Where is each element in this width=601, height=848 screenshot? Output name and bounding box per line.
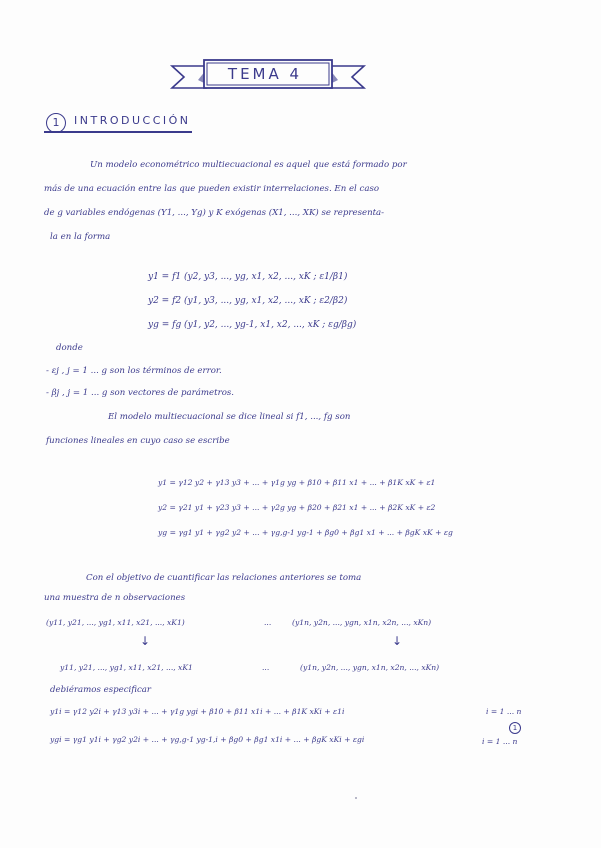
general-equation-2: y2 = f2 (y1, y3, ..., yg, x1, x2, ..., xK ; ε2/β2) bbox=[148, 296, 348, 306]
linear-line-1: El modelo multiecuacional se dice lineal si f1, ..., fg son bbox=[108, 412, 351, 422]
sample-first-observation: (y11, y21, ..., yg1, x11, x21, ..., xK1) bbox=[46, 618, 185, 627]
linear-line-2: funciones lineales en cuyo caso se escribe bbox=[46, 436, 230, 446]
where-label: donde bbox=[56, 343, 83, 353]
sample-dots-top: ... bbox=[264, 618, 272, 627]
specified-equation-g: ygi = γg1 y1i + γg2 y2i + ... + γg,g-1 yg-1,i + βg0 + βg1 x1i + ... + βgK xKi + εgi bbox=[50, 735, 365, 744]
intro-line-4: la en la forma bbox=[50, 232, 111, 242]
specified-equation-1: y1i = γ12 y2i + γ13 y3i + ... + γ1g ygi + β10 + β11 x1i + ... + β1K xKi + ε1i bbox=[50, 707, 345, 716]
linear-equation-2: y2 = γ21 y1 + γ23 y3 + ... + γ2g yg + β20 + β21 x1 + ... + β2K xK + ε2 bbox=[158, 503, 436, 512]
intro-line-3: de g variables endógenas (Y1, ..., Yg) y K exógenas (X1, ..., XK) se representa- bbox=[44, 208, 385, 218]
sample-dots-bottom: ... bbox=[262, 663, 270, 672]
specify-label: debiéramos especificar bbox=[50, 685, 152, 695]
sample-first-values: y11, y21, ..., yg1, x11, x21, ..., xK1 bbox=[60, 663, 193, 672]
section-number-badge: 1 bbox=[46, 113, 66, 133]
linear-equation-1: y1 = γ12 y2 + γ13 y3 + ... + γ1g yg + β10 + β11 x1 + ... + β1K xK + ε1 bbox=[158, 478, 436, 487]
general-equation-1: y1 = f1 (y2, y3, ..., yg, x1, x2, ..., xK ; ε1/β1) bbox=[148, 272, 348, 282]
sample-last-values: (y1n, y2n, ..., ygn, x1n, x2n, ..., xKn) bbox=[300, 663, 440, 672]
sample-line-1: Con el objetivo de cuantificar las relaciones anteriores se toma bbox=[86, 573, 362, 583]
circled-number-badge: 1 bbox=[509, 722, 521, 734]
sample-line-2: una muestra de n observaciones bbox=[44, 593, 186, 603]
page-mark bbox=[355, 797, 357, 799]
sample-last-observation: (y1n, y2n, ..., ygn, x1n, x2n, ..., xKn) bbox=[292, 618, 432, 627]
equation-g-range: i = 1 ... n bbox=[482, 737, 518, 746]
intro-line-1: Un modelo econométrico multiecuacional es aquel que está formado por bbox=[90, 160, 407, 170]
section-underline bbox=[44, 131, 192, 133]
section-title: INTRODUCCIÓN bbox=[74, 114, 191, 127]
general-equation-g: yg = fg (y1, y2, ..., yg-1, x1, x2, ..., xK ; εg/βg) bbox=[148, 320, 357, 330]
arrow-down-right-icon: ↓ bbox=[392, 634, 403, 648]
intro-line-2: más de una ecuación entre las que pueden existir interrelaciones. En el caso bbox=[44, 184, 380, 194]
linear-equation-g: yg = γg1 y1 + γg2 y2 + ... + γg,g-1 yg-1 + βg0 + βg1 x1 + ... + βgK xK + εg bbox=[158, 528, 453, 537]
banner-title: TEMA 4 bbox=[227, 65, 303, 83]
where-item-parameters: - βj , j = 1 ... g son vectores de parámetros. bbox=[46, 388, 235, 398]
arrow-down-left-icon: ↓ bbox=[140, 634, 151, 648]
equation-1-range: i = 1 ... n bbox=[486, 707, 522, 716]
where-item-errors: - εj , j = 1 ... g son los términos de error. bbox=[46, 366, 222, 376]
